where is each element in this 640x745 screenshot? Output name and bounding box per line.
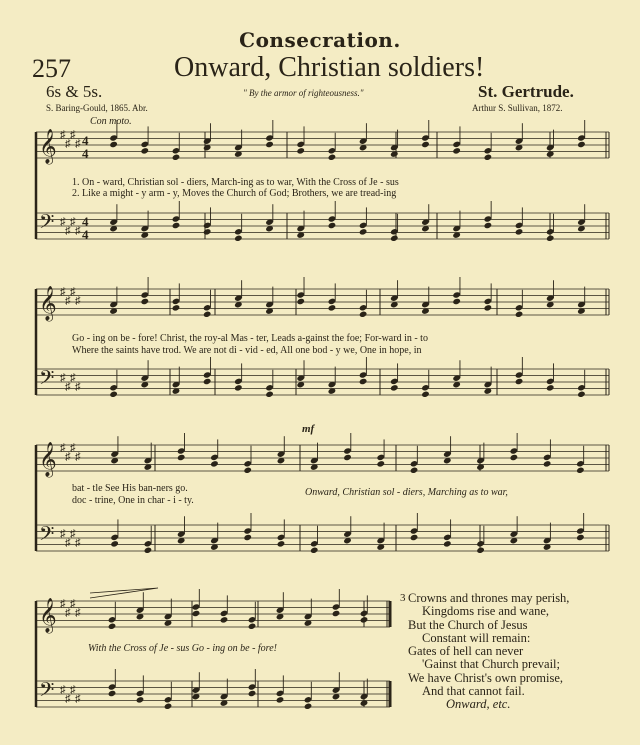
note-head <box>296 147 305 154</box>
verse-3-line: Gates of hell can never <box>408 644 524 659</box>
note-head <box>310 547 319 554</box>
sharp-icon: ♯ <box>75 295 81 307</box>
system-1-verse-2: 2. Like a might - y arm - y, Moves the Church of God; Brothers, we are tread-ing <box>72 188 397 199</box>
note-head <box>421 141 430 148</box>
note-head <box>510 454 519 461</box>
note-head <box>476 547 485 554</box>
sharp-icon: ♯ <box>60 598 66 610</box>
sharp-icon: ♯ <box>70 286 76 298</box>
music-credit: Arthur S. Sullivan, 1872. <box>472 103 563 113</box>
note-head <box>343 454 352 461</box>
note-head <box>164 703 173 710</box>
sharp-icon: ♯ <box>75 451 81 463</box>
system-2-verse-1: Go - ing on be - fore! Christ, the roy-al Mas - ter, Leads a-gainst the foe; For-ward in - to <box>72 333 428 344</box>
note-head <box>248 690 257 697</box>
sharp-icon: ♯ <box>65 381 71 393</box>
verse-3-line: 'Gainst that Church prevail; <box>422 657 560 672</box>
note-head <box>136 696 145 703</box>
note-head <box>248 623 257 630</box>
note-head <box>515 228 524 235</box>
sharp-icon: ♯ <box>60 286 66 298</box>
note-head <box>177 454 186 461</box>
tempo-marking: Con moto. <box>90 116 132 127</box>
note-head <box>546 384 555 391</box>
bass-clef-icon: 𝄢 <box>39 366 55 394</box>
note-head <box>328 304 337 311</box>
meter-label: 6s & 5s. <box>46 82 103 101</box>
sharp-icon: ♯ <box>70 598 76 610</box>
hymn-number: 257 <box>32 54 71 83</box>
note-head <box>576 534 585 541</box>
note-head <box>109 391 118 398</box>
tune-name: St. Gertrude. <box>478 82 574 101</box>
note-head <box>172 154 181 161</box>
note-head <box>421 391 430 398</box>
note-head <box>376 460 385 467</box>
note-head <box>192 610 201 617</box>
note-head <box>172 222 181 229</box>
note-head <box>276 696 285 703</box>
treble-clef-icon: 𝄞 <box>39 129 57 164</box>
verse-3-line: Onward, etc. <box>446 697 511 712</box>
time-signature: 4 <box>82 214 89 229</box>
note-head <box>360 616 369 623</box>
treble-clef-icon: 𝄞 <box>39 598 57 633</box>
sharp-icon: ♯ <box>60 216 66 228</box>
hymn-title: Onward, Christian soldiers! <box>174 52 485 83</box>
sharp-icon: ♯ <box>75 225 81 237</box>
note-head <box>203 378 212 385</box>
verse-3-line: Kingdoms rise and wane, <box>422 604 550 619</box>
note-head <box>359 311 368 318</box>
note-head <box>577 141 586 148</box>
time-signature: 4 <box>82 146 89 161</box>
sharp-icon: ♯ <box>75 138 81 150</box>
note-head <box>108 690 117 697</box>
treble-clef-icon: 𝄞 <box>39 286 57 321</box>
note-head <box>220 616 229 623</box>
sharp-icon: ♯ <box>60 442 66 454</box>
sharp-icon: ♯ <box>75 381 81 393</box>
sharp-icon: ♯ <box>65 295 71 307</box>
note-head <box>484 154 493 161</box>
note-head <box>484 222 493 229</box>
note-head <box>359 378 368 385</box>
sharp-icon: ♯ <box>70 528 76 540</box>
words-credit: S. Baring-Gould, 1865. Abr. <box>46 103 148 113</box>
note-head <box>144 547 153 554</box>
note-head <box>296 298 305 305</box>
bass-clef-icon: 𝄢 <box>39 210 55 238</box>
verse-3-line: We have Christ's own promise, <box>408 670 564 685</box>
note-head <box>410 534 419 541</box>
note-head <box>452 298 461 305</box>
note-head <box>243 467 252 474</box>
note-head <box>109 141 118 148</box>
note-head <box>328 154 337 161</box>
system-3-refrain: Onward, Christian sol - diers, Marching as to war, <box>305 487 508 498</box>
sharp-icon: ♯ <box>70 442 76 454</box>
note-head <box>203 228 212 235</box>
verse-3-line: And that cannot fail. <box>422 684 525 699</box>
system-3-verse-1: bat - tle See His ban-ners go. <box>72 483 188 494</box>
sharp-icon: ♯ <box>65 607 71 619</box>
note-head <box>210 460 219 467</box>
verse-3-line: Crowns and thrones may perish, <box>408 591 570 605</box>
note-head <box>390 384 399 391</box>
section-title: Consecration. <box>239 28 401 52</box>
crescendo-hairpin <box>90 588 158 598</box>
verse-3-line: But the Church of Jesus <box>408 617 528 632</box>
note-head <box>515 378 524 385</box>
sharp-icon: ♯ <box>65 225 71 237</box>
note-head <box>515 311 524 318</box>
sharp-icon: ♯ <box>60 129 66 141</box>
sharp-icon: ♯ <box>75 537 81 549</box>
sharp-icon: ♯ <box>65 693 71 705</box>
sharp-icon: ♯ <box>65 537 71 549</box>
sharp-icon: ♯ <box>70 684 76 696</box>
note-head <box>328 222 337 229</box>
note-head <box>172 304 181 311</box>
sharp-icon: ♯ <box>65 451 71 463</box>
system-1-verse-1: 1. On - ward, Christian sol - diers, March-ing as to war, With the Cross of Je - sus <box>72 177 399 188</box>
note-head <box>484 304 493 311</box>
system-2-verse-2: Where the saints have trod. We are not di - vid - ed, All one bod - y we, One in hope, in <box>72 345 422 356</box>
sharp-icon: ♯ <box>70 129 76 141</box>
bass-clef-icon: 𝄢 <box>39 522 55 550</box>
sharp-icon: ♯ <box>70 372 76 384</box>
note-head <box>577 391 586 398</box>
note-head <box>452 147 461 154</box>
note-head <box>576 467 585 474</box>
treble-clef-icon: 𝄞 <box>39 442 57 477</box>
system-4-refrain: With the Cross of Je - sus Go - ing on be - fore! <box>88 643 277 654</box>
sharp-icon: ♯ <box>60 528 66 540</box>
note-head <box>546 235 555 242</box>
note-head <box>141 298 150 305</box>
note-head <box>277 540 286 547</box>
sharp-icon: ♯ <box>70 216 76 228</box>
note-head <box>359 228 368 235</box>
verse-3-number: 3 <box>400 592 406 604</box>
time-signature: 4 <box>82 133 89 148</box>
note-head <box>234 384 243 391</box>
note-head <box>108 623 117 630</box>
note-head <box>110 540 119 547</box>
note-head <box>543 460 552 467</box>
note-head <box>390 235 399 242</box>
system-3-verse-2: doc - trine, One in char - i - ty. <box>72 495 194 506</box>
note-head <box>141 147 150 154</box>
sharp-icon: ♯ <box>75 607 81 619</box>
note-head <box>265 141 274 148</box>
sharp-icon: ♯ <box>75 693 81 705</box>
sharp-icon: ♯ <box>60 372 66 384</box>
epigraph: " By the armor of righteousness." <box>243 88 364 98</box>
verse-3 <box>400 591 608 712</box>
note-head <box>243 534 252 541</box>
note-head <box>265 391 274 398</box>
sharp-icon: ♯ <box>65 138 71 150</box>
note-head <box>410 467 419 474</box>
note-head <box>234 235 243 242</box>
note-head <box>443 540 452 547</box>
verse-3-line: Constant will remain: <box>422 630 531 645</box>
dynamic-mf: mf <box>302 423 315 435</box>
bass-clef-icon: 𝄢 <box>39 678 55 706</box>
note-head <box>203 311 212 318</box>
note-head <box>304 703 313 710</box>
time-signature: 4 <box>82 227 89 242</box>
note-head <box>332 610 341 617</box>
sharp-icon: ♯ <box>60 684 66 696</box>
